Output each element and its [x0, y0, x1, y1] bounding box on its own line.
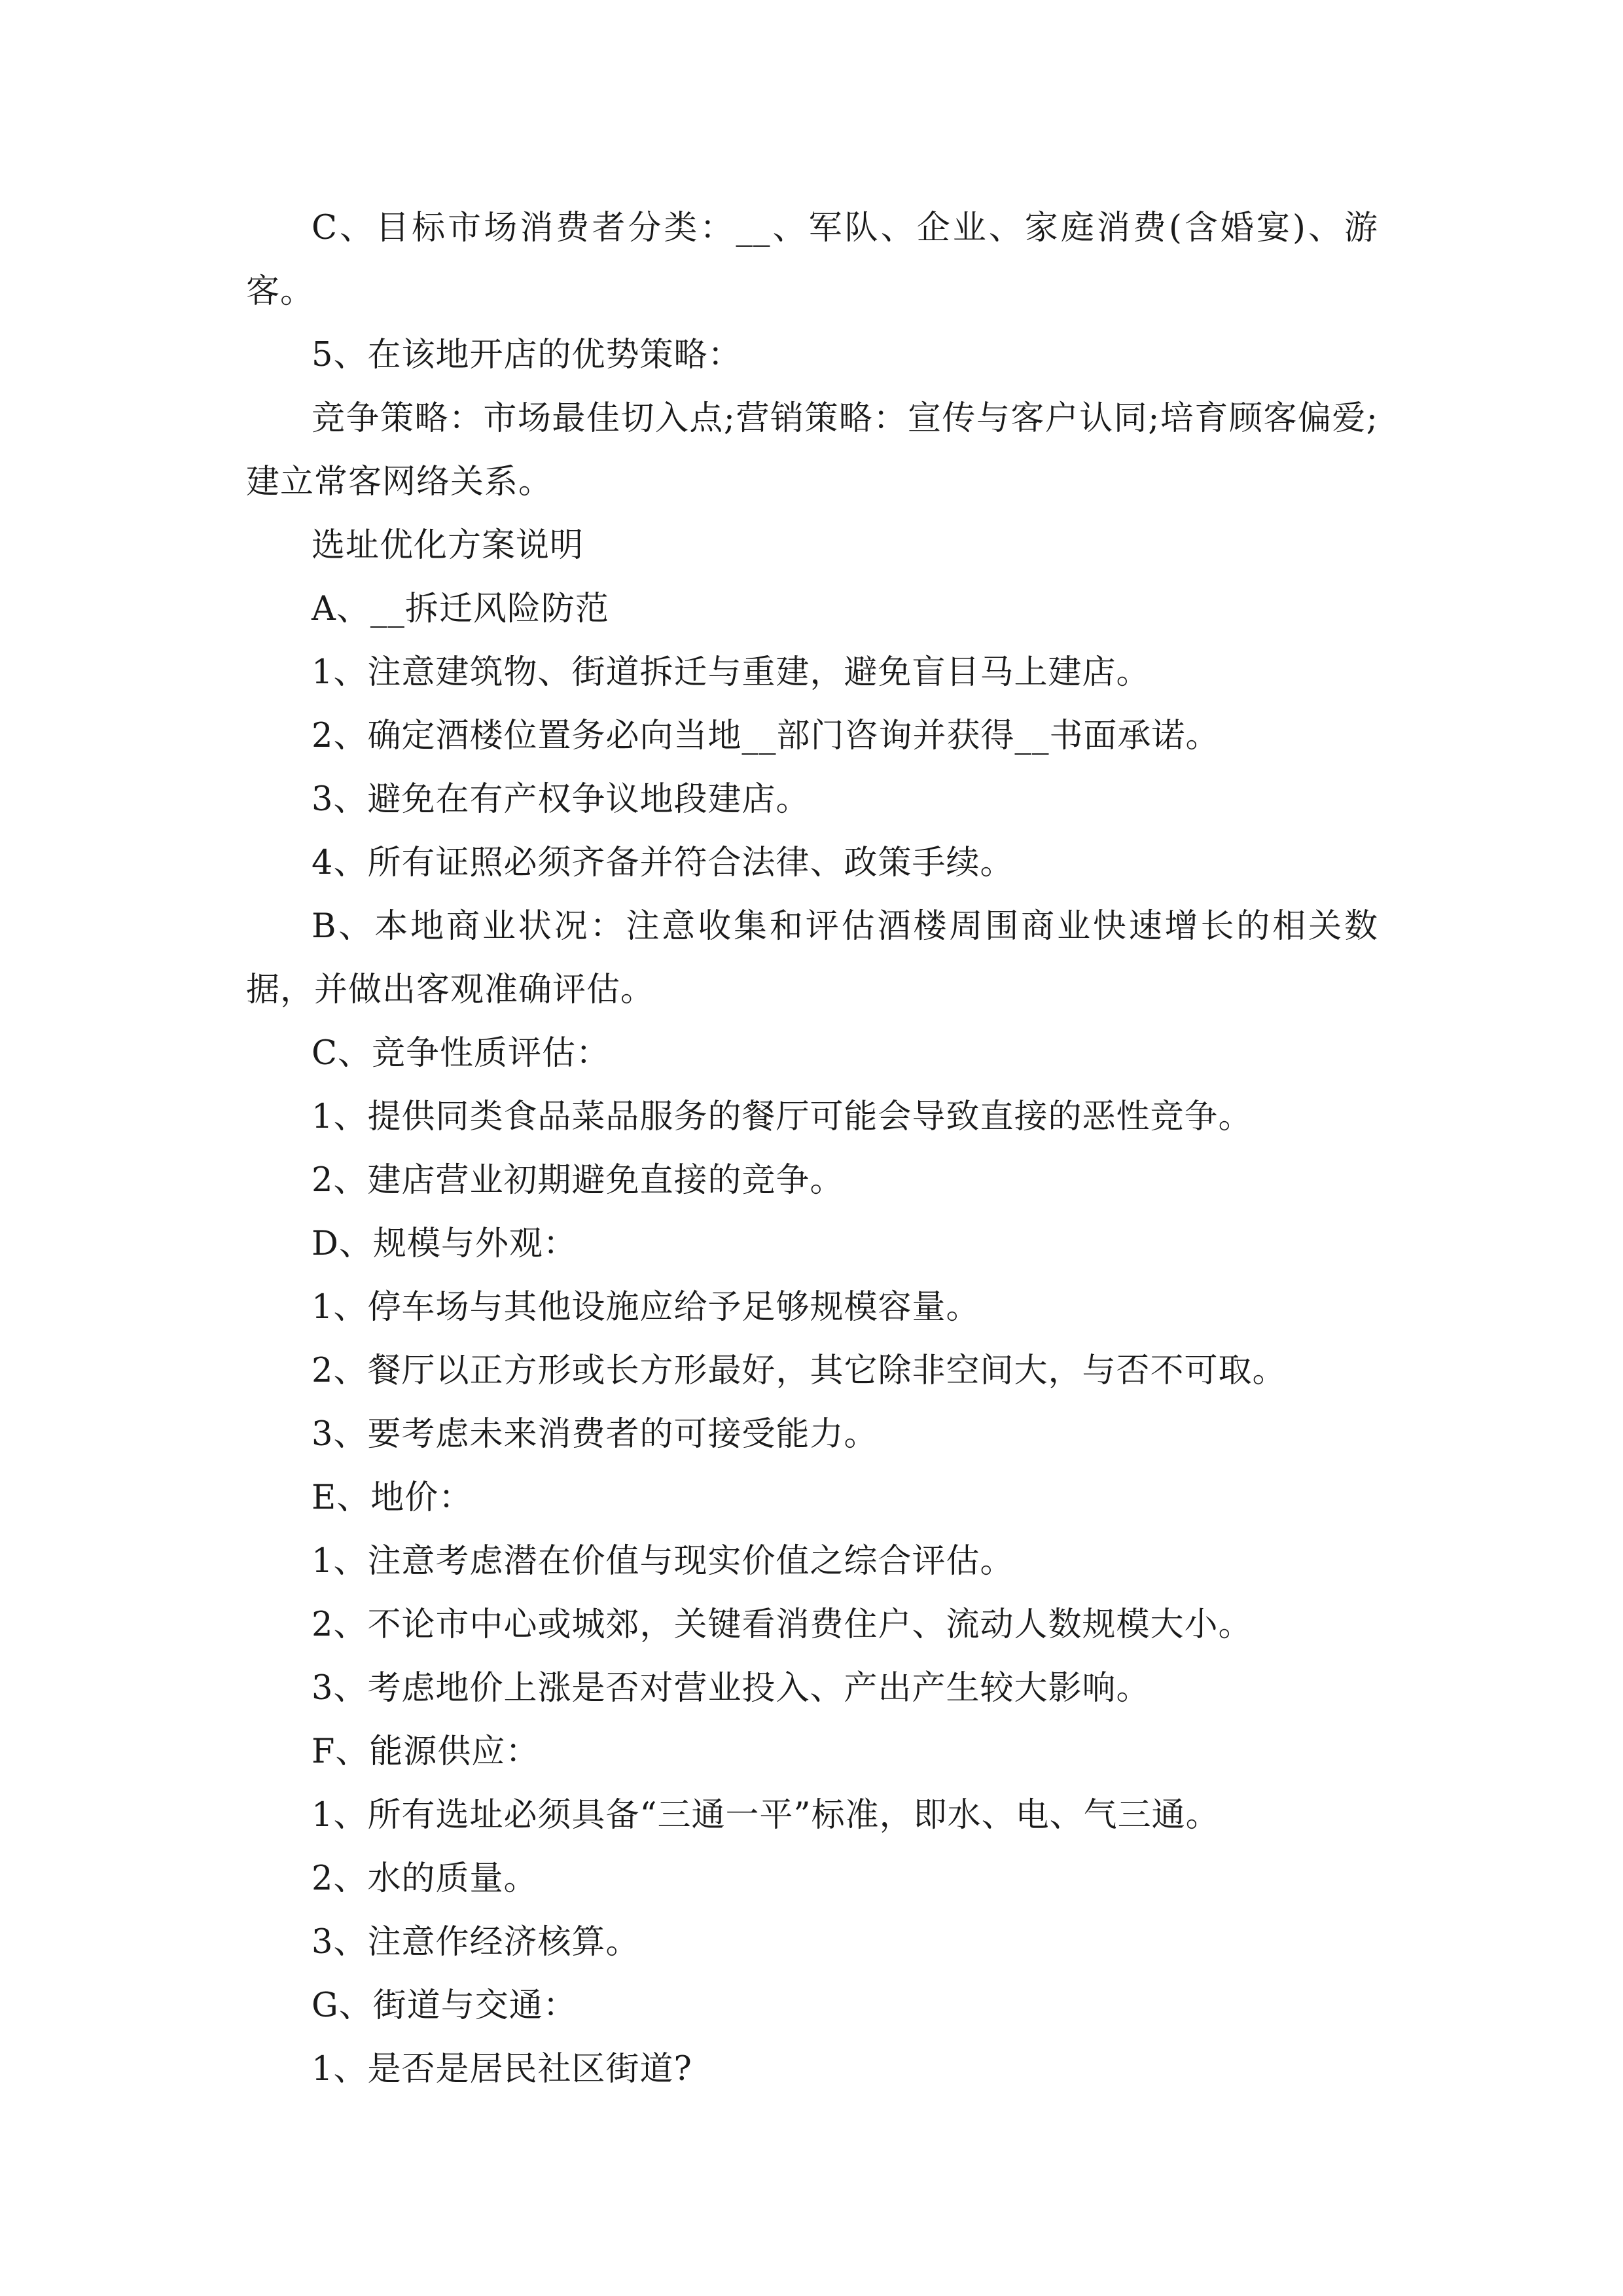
- paragraph-d-item-2: 2、餐厅以正方形或长方形最好，其它除非空间大，与否不可取。: [312, 1352, 1287, 1390]
- document-body: [246, 196, 1378, 2101]
- paragraph-advantage-heading: 5、在该地开店的优势策略：: [312, 336, 742, 374]
- paragraph-d-item-1: 1、停车场与其他设施应给予足够规模容量。: [312, 1288, 980, 1327]
- paragraph-site-plan-title: 选址优化方案说明: [312, 526, 584, 565]
- paragraph-f-item-1: 1、所有选址必须具备“三通一平”标准，即水、电、气三通。: [312, 1796, 1220, 1835]
- paragraph-competition-strategy: 竞争策略：市场最佳切入点;营销策略：宣传与客户认同;培育顾客偏爱;建立常客网络关系。: [246, 399, 1378, 501]
- paragraph-e-item-2: 2、不论市中心或城郊，关键看消费住户、流动人数规模大小。: [312, 1605, 1253, 1644]
- paragraph-c-item-2: 2、建店营业初期避免直接的竞争。: [312, 1161, 844, 1200]
- paragraph-section-b: B、本地商业状况：注意收集和评估酒楼周围商业快速增长的相关数据，并做出客观准确评估。: [246, 907, 1378, 1009]
- paragraph-a-item-2: 2、确定酒楼位置务必向当地__部门咨询并获得__书面承诺。: [312, 717, 1220, 755]
- paragraph-section-g: G、街道与交通：: [312, 1986, 577, 2025]
- paragraph-f-item-3: 3、注意作经济核算。: [312, 1923, 640, 1962]
- paragraph-section-e: E、地价：: [312, 1479, 473, 1517]
- paragraph-g-item-1: 1、是否是居民社区街道?: [312, 2050, 692, 2089]
- paragraph-e-item-1: 1、注意考虑潜在价值与现实价值之综合评估。: [312, 1542, 1014, 1581]
- paragraph-target-market: C、目标市场消费者分类：__、军队、企业、家庭消费(含婚宴)、游客。: [246, 209, 1378, 311]
- paragraph-f-item-2: 2、水的质量。: [312, 1859, 538, 1898]
- paragraph-section-f: F、能源供应：: [312, 1732, 540, 1771]
- paragraph-c-item-1: 1、提供同类食品菜品服务的餐厅可能会导致直接的恶性竞争。: [312, 1098, 1253, 1136]
- paragraph-a-item-4: 4、所有证照必须齐备并符合法律、政策手续。: [312, 844, 1014, 882]
- paragraph-section-a: A、__拆迁风险防范: [312, 590, 609, 628]
- paragraph-section-c: C、竞争性质评估：: [312, 1034, 611, 1073]
- paragraph-section-d: D、规模与外观：: [312, 1225, 577, 1263]
- paragraph-d-item-3: 3、要考虑未来消费者的可接受能力。: [312, 1415, 878, 1454]
- paragraph-a-item-3: 3、避免在有产权争议地段建店。: [312, 780, 810, 819]
- paragraph-a-item-1: 1、注意建筑物、街道拆迁与重建，避免盲目马上建店。: [312, 653, 1150, 692]
- paragraph-e-item-3: 3、考虑地价上涨是否对营业投入、产出产生较大影响。: [312, 1669, 1150, 1708]
